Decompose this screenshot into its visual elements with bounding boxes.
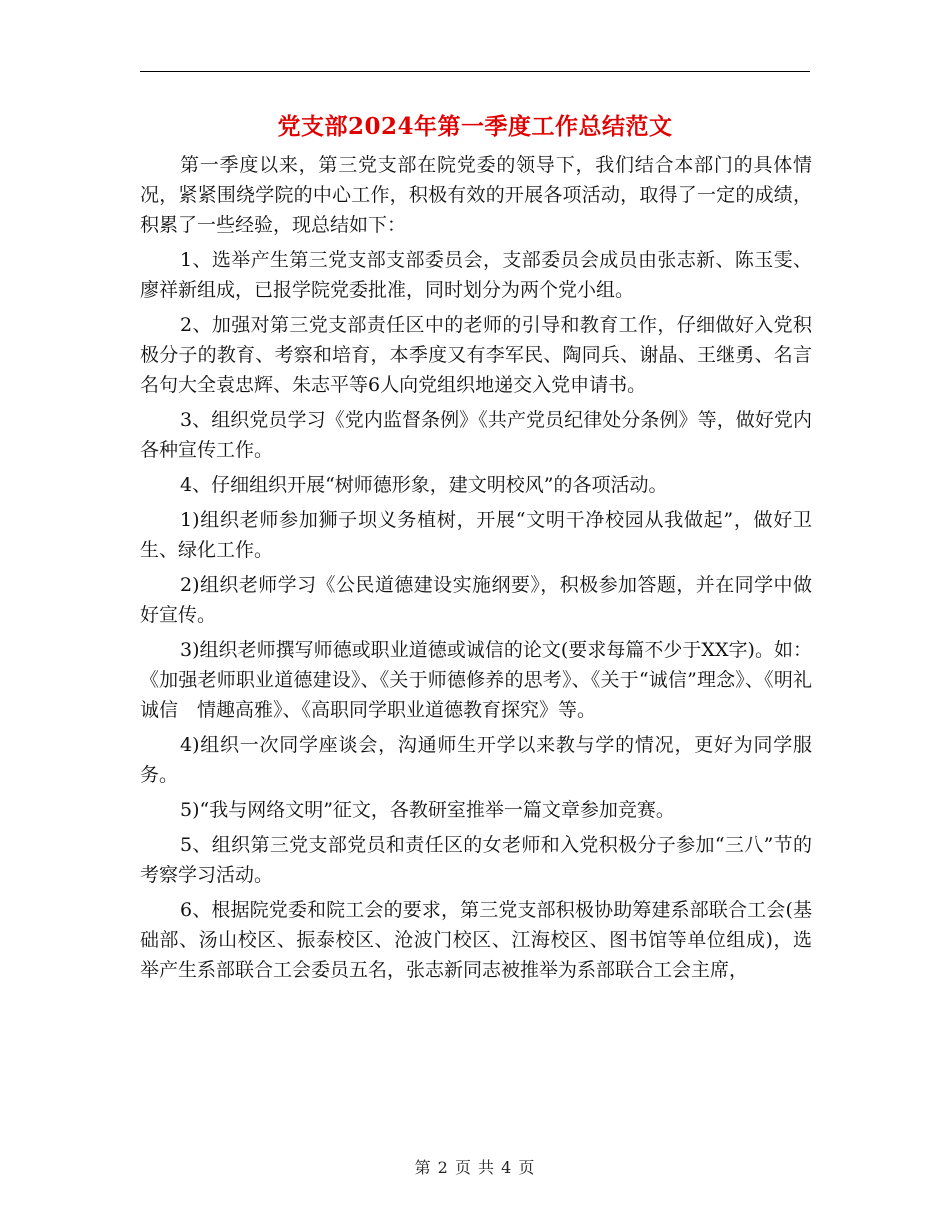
paragraph-subitem-2: 2)组织老师学习《公民道德建设实施纲要》，积极参加答题，并在同学中做好宣传。 [140, 574, 812, 626]
paragraph-item-3: 3、组织党员学习《党内监督条例》《共产党员纪律处分条例》等，做好党内各种宣传工作。 [140, 409, 812, 461]
paragraph-item-5: 5、组织第三党支部党员和责任区的女老师和入党积极分子参加“三八”节的考察学习活动。 [140, 834, 812, 886]
paragraph-subitem-4: 4)组织一次同学座谈会，沟通师生开学以来教与学的情况，更好为同学服务。 [140, 734, 812, 786]
paragraph-item-1: 1、选举产生第三党支部支部委员会，支部委员会成员由张志新、陈玉雯、廖祥新组成，已报学院党委批准，同时划分为两个党小组。 [140, 249, 812, 301]
paragraph-subitem-1: 1)组织老师参加狮子坝义务植树，开展“文明干净校园从我做起”，做好卫生、绿化工作。 [140, 509, 812, 561]
paragraph-subitem-3: 3)组织老师撰写师德或职业道德或诚信的论文(要求每篇不少于XX字)。如：《加强老师职业道德建设》、《关于师德修养的思考》、《关于“诚信”理念》、《明礼诚信 情趣高雅》、《高职同学职业道德教育探究》等。 [140, 639, 812, 721]
document-title: 党支部2024年第一季度工作总结范文 [277, 113, 673, 140]
paragraph-item-2: 2、加强对第三党支部责任区中的老师的引导和教育工作，仔细做好入党积极分子的教育、考察和培育，本季度又有李军民、陶同兵、谢晶、王继勇、名言名句大全袁忠辉、朱志平等6人向党组织地递交入党申请书。 [140, 314, 812, 396]
paragraph-intro: 第一季度以来，第三党支部在院党委的领导下，我们结合本部门的具体情况，紧紧围绕学院的中心工作，积极有效的开展各项活动，取得了一定的成绩，积累了一些经验，现总结如下： [140, 154, 812, 236]
paragraph-item-6: 6、根据院党委和院工会的要求，第三党支部积极协助筹建系部联合工会(基础部、汤山校区、振泰校区、沧波门校区、江海校区、图书馆等单位组成)，选举产生系部联合工会委员五名，张志新同志被推举为系部联合工会主席， [140, 899, 812, 981]
header-rule [140, 71, 810, 72]
paragraph-subitem-5: 5)“我与网络文明”征文，各教研室推举一篇文章参加竞赛。 [180, 799, 675, 821]
page-footer: 第 2 页 共 4 页 [414, 1158, 536, 1177]
paragraph-item-4: 4、仔细组织开展“树师德形象，建文明校风”的各项活动。 [180, 474, 668, 496]
document-body [140, 150, 812, 990]
